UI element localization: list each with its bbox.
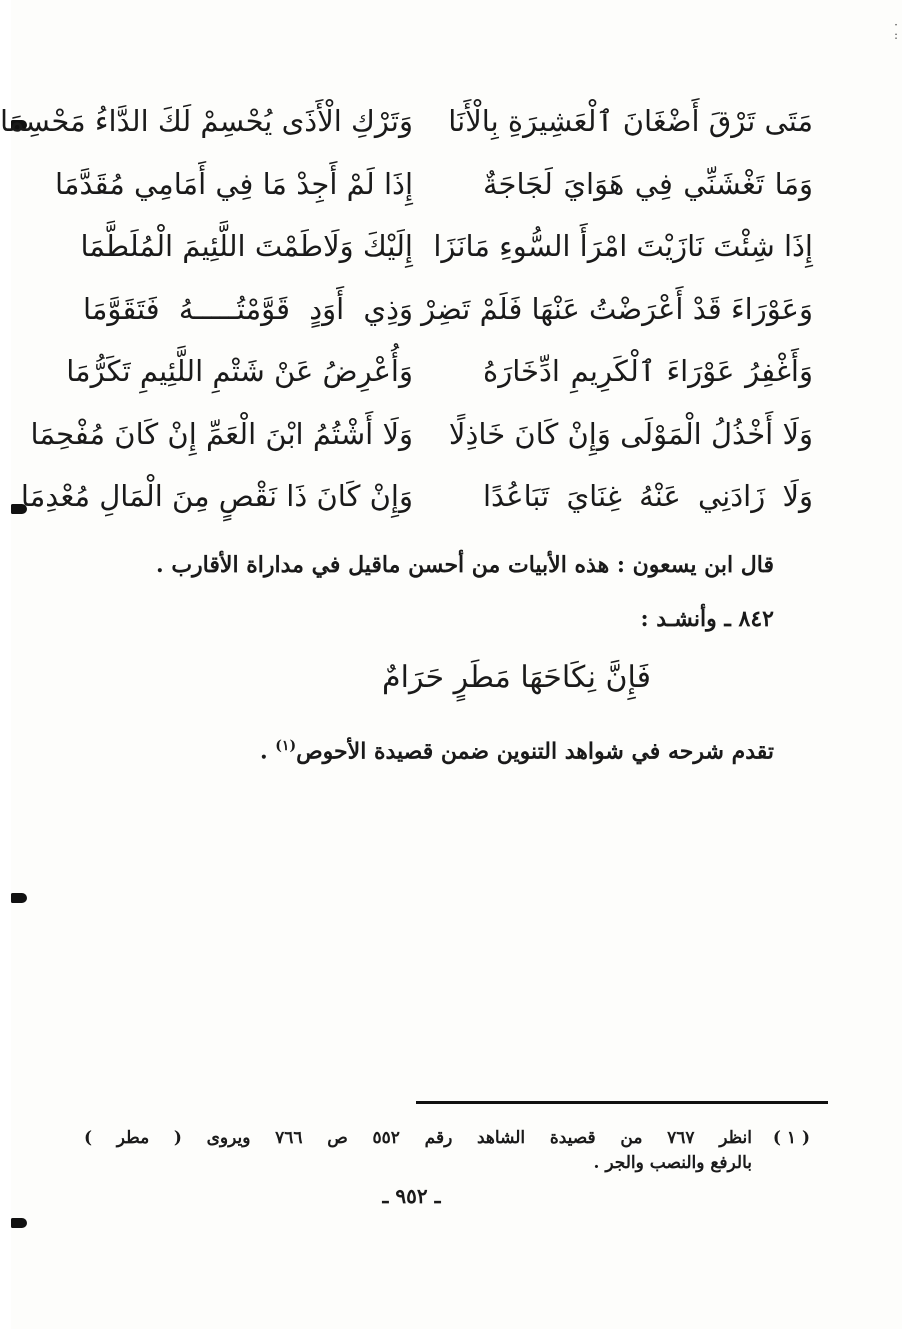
verse-first-hemistich: مَتَى تَرْقَ أَضْغَانَ ٱلْعَشِيرَةِ بِالْأَنَا — [448, 104, 813, 139]
verse-second-hemistich: وَذِي أَوَدٍ قَوَّمْتُـــــهُ فَتَقَوَّمَا — [83, 291, 413, 326]
poem-verses — [0, 90, 813, 528]
commentary-note — [260, 738, 774, 764]
footnote-line: انظر ٧٦٧ من قصيدة الشاهد رقم ٥٥٢ ص ٧٦٦ ويروى ( مطر ) — [84, 1128, 753, 1148]
footnote-reference[interactable]: (١) — [275, 738, 297, 754]
commentary-end: . — [259, 738, 276, 765]
footnote-divider — [416, 1101, 828, 1104]
verse-first-hemistich: وَمَا تَغْشَنِّي فِي هَوَايَ لَجَاجَةٌ — [483, 166, 813, 201]
verse-line — [83, 278, 813, 341]
verse-second-hemistich: وَأُعْرِضُ عَنْ شَتْمِ اللَّئِيمِ تَكَرُّمَا — [66, 354, 413, 389]
scan-specks: · : — [893, 18, 898, 42]
verse-line — [30, 403, 813, 466]
verse-line — [54, 153, 813, 216]
page-number: ـ ٩٥٢ ـ — [382, 1184, 441, 1208]
footnote — [84, 1126, 810, 1176]
verse-second-hemistich: إِلَيْكَ وَلَاطَمْتَ اللَّئِيمَ الْمُلَطَّمَا — [80, 229, 413, 264]
verse-first-hemistich: إِذَا شِئْتَ نَازَيْتَ امْرَأَ السُّوءِ مَانَزَا — [433, 229, 813, 264]
ibn-yasun-remark: قال ابن يسعون : هذه الأبيات من أحسن ماقيل في مداراة الأقارب . — [156, 552, 774, 578]
verse-line — [66, 340, 813, 403]
verse-second-hemistich: وَلَا أَشْتُمُ ابْنَ الْعَمِّ إِنْ كَانَ مُفْحِمَا — [30, 416, 413, 451]
commentary-text: تقدم شرحه في شواهد التنوين ضمن قصيدة الأحوص — [296, 738, 774, 765]
scan-mark — [11, 893, 27, 903]
verse-second-hemistich: وَإِنْ كَانَ ذَا نَقْصٍ مِنَ الْمَالِ مُعْدِمَا — [20, 479, 413, 514]
verse-first-hemistich: وَلَا زَادَنِي عَنْهُ غِنَايَ تَبَاعُدًا — [483, 479, 813, 514]
verse-first-hemistich: وَعَوْرَاءَ قَدْ أَعْرَضْتُ عَنْهَا فَلَمْ تَضِرْ — [421, 291, 813, 326]
verse-second-hemistich: وَتَرْكِ الْأَذَى يُحْسِمْ لَكَ الدَّاءُ مَحْسِمَا — [0, 104, 413, 139]
verse-first-hemistich: وَأَغْفِرُ عَوْرَاءَ ٱلْكَرِيمِ ادِّخَارَهُ — [483, 354, 813, 389]
verse-second-hemistich: إِذَا لَمْ أَجِدْ مَا فِي أَمَامِي مُقَدَّمَا — [54, 166, 413, 201]
scan-mark — [11, 1218, 27, 1228]
verse-line — [0, 90, 813, 153]
quoted-half-verse: فَإِنَّ نِكَاحَهَا مَطَرٍ حَرَامٌ — [382, 660, 651, 695]
footnote-line: بالرفع والنصب والجر . — [593, 1153, 752, 1173]
entry-heading: ٨٤٢ ـ وأنشـد : — [640, 606, 774, 632]
verse-line — [80, 215, 813, 278]
verse-line — [20, 465, 813, 528]
footnote-number: ( ١ ) — [772, 1128, 810, 1148]
verse-first-hemistich: وَلَا أَخْذُلُ الْمَوْلَى وَإِنْ كَانَ خَاذِلًا — [448, 416, 813, 451]
